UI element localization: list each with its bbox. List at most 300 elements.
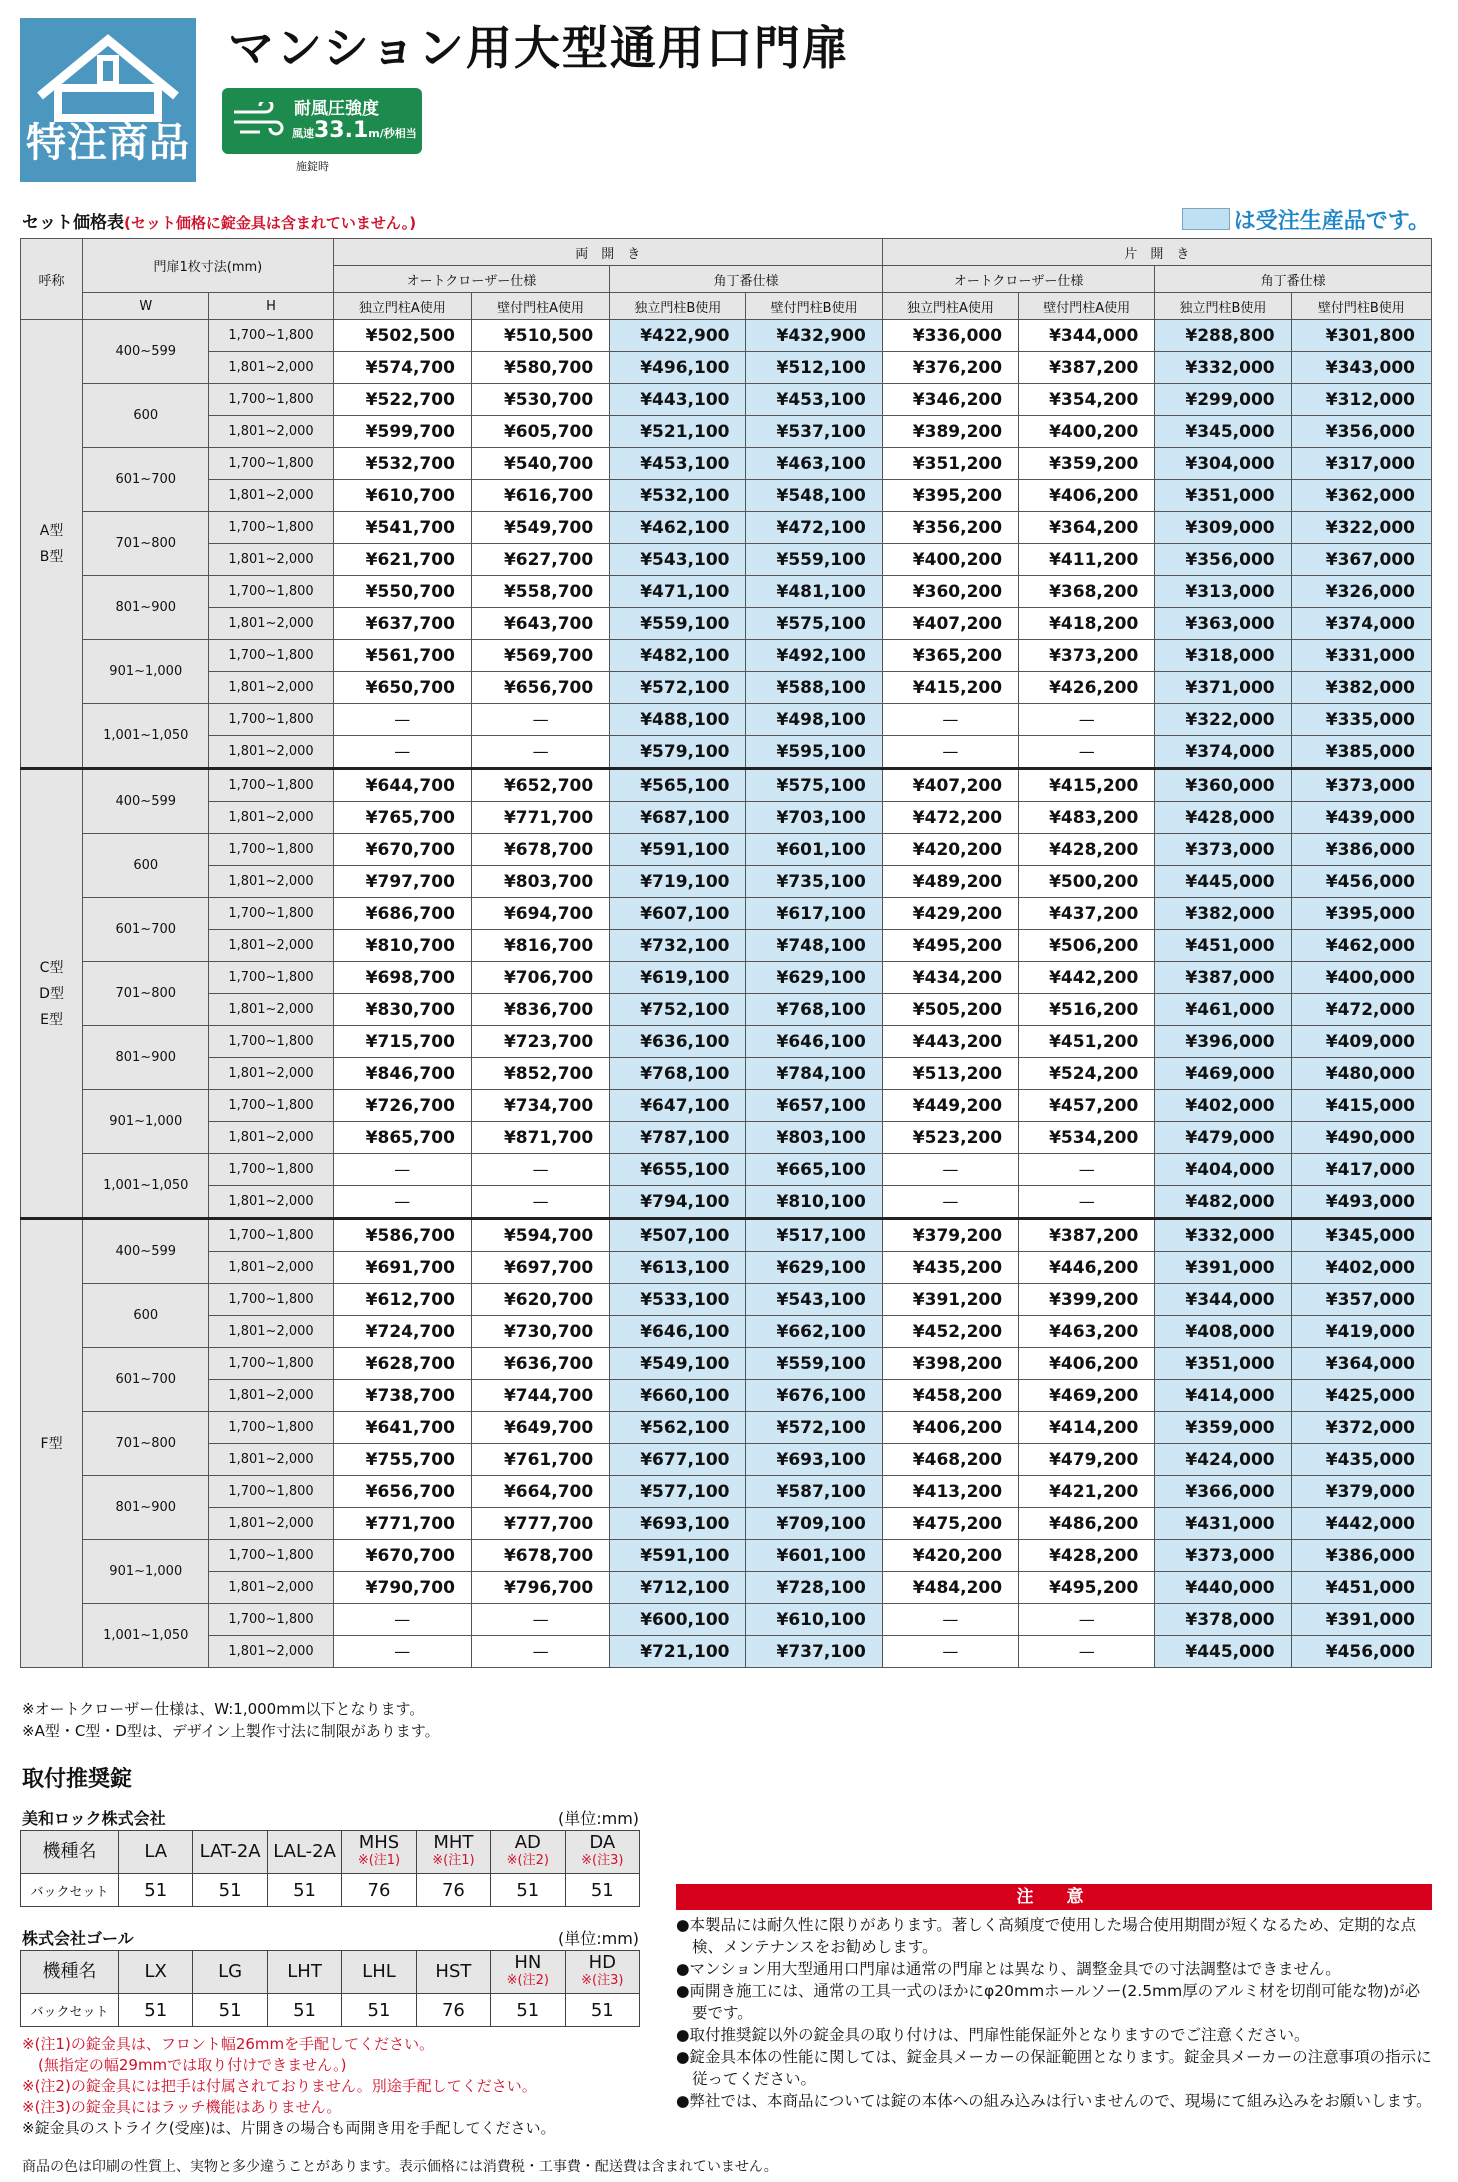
price-cell: ¥411,200 (1019, 544, 1155, 576)
height-range: 1,700~1,800 (209, 384, 333, 416)
price-cell: ¥356,000 (1155, 544, 1291, 576)
price-cell: ¥712,100 (610, 1572, 746, 1604)
wind-strength-badge (222, 88, 422, 154)
legend: は受注生産品です。 (1182, 204, 1430, 235)
price-cell: ¥629,100 (746, 962, 882, 994)
price-cell: ¥794,100 (610, 1186, 746, 1219)
price-cell: — (333, 736, 471, 769)
price-cell: ¥572,100 (746, 1412, 882, 1444)
width-range: 400~599 (83, 1219, 209, 1284)
price-row (21, 1154, 1432, 1186)
price-cell: ¥359,200 (1019, 448, 1155, 480)
lock-backset-value: 51 (267, 1994, 341, 2027)
price-cell: ¥469,000 (1155, 1058, 1291, 1090)
price-cell: ¥419,000 (1291, 1316, 1431, 1348)
miwa-company: 美和ロック株式会社 (22, 1809, 166, 1828)
price-cell: ¥656,700 (333, 1476, 471, 1508)
price-cell: ¥400,200 (1019, 416, 1155, 448)
price-row (21, 1284, 1432, 1316)
height-range: 1,700~1,800 (209, 512, 333, 544)
price-cell: ¥830,700 (333, 994, 471, 1026)
miwa-lock-table (20, 1830, 640, 1907)
price-cell: ¥765,700 (333, 802, 471, 834)
wind-value: 風速33.1m/秒相当 (292, 118, 417, 143)
height-range: 1,700~1,800 (209, 1476, 333, 1508)
price-cell: ¥559,100 (746, 544, 882, 576)
height-range: 1,700~1,800 (209, 769, 333, 802)
price-cell: ¥374,000 (1291, 608, 1431, 640)
price-cell: ¥449,200 (882, 1090, 1018, 1122)
price-cell: ¥472,200 (882, 802, 1018, 834)
price-cell: ¥495,200 (882, 930, 1018, 962)
price-row (21, 1636, 1432, 1668)
price-cell: — (471, 1186, 609, 1219)
header-size: 門扉1枚寸法(mm) (83, 239, 334, 293)
price-cell: ¥719,100 (610, 866, 746, 898)
height-range: 1,700~1,800 (209, 1154, 333, 1186)
price-cell: ¥313,000 (1155, 576, 1291, 608)
price-cell: ¥435,200 (882, 1252, 1018, 1284)
price-cell: — (882, 1186, 1018, 1219)
price-cell: — (882, 736, 1018, 769)
price-cell: ¥646,100 (746, 1026, 882, 1058)
lock-backset-value: 51 (491, 1874, 565, 1907)
height-range: 1,801~2,000 (209, 1058, 333, 1090)
price-cell: ¥652,700 (471, 769, 609, 802)
price-cell: ¥332,000 (1155, 352, 1291, 384)
price-cell: ¥386,000 (1291, 1540, 1431, 1572)
price-table (20, 238, 1432, 1668)
price-row (21, 1572, 1432, 1604)
price-cell: ¥530,700 (471, 384, 609, 416)
price-cell: ¥360,200 (882, 576, 1018, 608)
price-cell: ¥493,000 (1291, 1186, 1431, 1219)
price-row (21, 736, 1432, 769)
price-cell: ¥587,100 (746, 1476, 882, 1508)
price-cell: ¥524,200 (1019, 1058, 1155, 1090)
price-cell: ¥351,000 (1155, 1348, 1291, 1380)
page-title: マンション用大型通用口門扉 (228, 21, 850, 75)
price-cell: — (882, 704, 1018, 736)
price-cell: ¥345,000 (1291, 1219, 1431, 1252)
price-cell: ¥483,200 (1019, 802, 1155, 834)
price-cell: ¥641,700 (333, 1412, 471, 1444)
price-cell: ¥366,000 (1155, 1476, 1291, 1508)
price-cell: ¥735,100 (746, 866, 882, 898)
width-range: 400~599 (83, 320, 209, 384)
price-cell: ¥621,700 (333, 544, 471, 576)
price-cell: ¥357,000 (1291, 1284, 1431, 1316)
price-cell: ¥472,000 (1291, 994, 1431, 1026)
price-cell: ¥697,700 (471, 1252, 609, 1284)
price-cell: ¥440,000 (1155, 1572, 1291, 1604)
price-cell: ¥396,000 (1155, 1026, 1291, 1058)
price-cell: ¥451,000 (1291, 1572, 1431, 1604)
price-cell: ¥660,100 (610, 1380, 746, 1412)
price-cell: ¥434,200 (882, 962, 1018, 994)
header-closer: オートクローザー仕様 (882, 266, 1155, 293)
price-cell: ¥351,200 (882, 448, 1018, 480)
height-range: 1,700~1,800 (209, 576, 333, 608)
price-cell: — (882, 1604, 1018, 1636)
price-cell: ¥691,700 (333, 1252, 471, 1284)
price-cell: ¥565,100 (610, 769, 746, 802)
width-range: 701~800 (83, 512, 209, 576)
price-cell: ¥657,100 (746, 1090, 882, 1122)
price-row (21, 866, 1432, 898)
height-range: 1,700~1,800 (209, 320, 333, 352)
price-cell: ¥591,100 (610, 834, 746, 866)
price-cell: ¥299,000 (1155, 384, 1291, 416)
price-cell: ¥777,700 (471, 1508, 609, 1540)
price-cell: ¥462,100 (610, 512, 746, 544)
warning-line: ※(注2)の錠金具には把手は付属されておりません。別途手配してください。 (22, 2077, 537, 2095)
price-row (21, 1090, 1432, 1122)
price-cell: ¥644,700 (333, 769, 471, 802)
price-cell: ¥616,700 (471, 480, 609, 512)
height-range: 1,700~1,800 (209, 1604, 333, 1636)
price-cell: ¥810,700 (333, 930, 471, 962)
price-cell: ¥693,100 (746, 1444, 882, 1476)
price-cell: ¥588,100 (746, 672, 882, 704)
price-cell: ¥761,700 (471, 1444, 609, 1476)
price-cell: ¥406,200 (1019, 1348, 1155, 1380)
price-cell: ¥558,700 (471, 576, 609, 608)
price-cell: ¥364,200 (1019, 512, 1155, 544)
lock-model: HD ※(注3) (565, 1951, 639, 1994)
price-cell: — (1019, 736, 1155, 769)
price-cell: ¥586,700 (333, 1219, 471, 1252)
height-range: 1,801~2,000 (209, 1444, 333, 1476)
width-range: 701~800 (83, 1412, 209, 1476)
price-cell: ¥637,700 (333, 608, 471, 640)
price-cell: ¥610,700 (333, 480, 471, 512)
header-col: 壁付門柱B使用 (1291, 293, 1431, 320)
price-cell: ¥425,000 (1291, 1380, 1431, 1412)
width-range: 701~800 (83, 962, 209, 1026)
lock-backset-value: 51 (565, 1994, 639, 2027)
price-cell: ¥724,700 (333, 1316, 471, 1348)
price-cell: ¥472,100 (746, 512, 882, 544)
height-range: 1,801~2,000 (209, 736, 333, 769)
price-cell: ¥446,200 (1019, 1252, 1155, 1284)
price-cell: ¥479,200 (1019, 1444, 1155, 1476)
width-range: 600 (83, 384, 209, 448)
price-cell: ¥512,100 (746, 352, 882, 384)
price-cell: ¥865,700 (333, 1122, 471, 1154)
price-cell: ¥346,200 (882, 384, 1018, 416)
price-cell: — (333, 1604, 471, 1636)
price-cell: ¥452,200 (882, 1316, 1018, 1348)
price-cell: ¥610,100 (746, 1604, 882, 1636)
lock-model: DA ※(注3) (565, 1831, 639, 1874)
price-cell: ¥395,200 (882, 480, 1018, 512)
wind-icon (230, 102, 286, 140)
lock-backset-value: 76 (342, 1874, 416, 1907)
warning-line: ※錠金具のストライク(受座)は、片開きの場合も両開き用を手配してください。 (22, 2119, 556, 2137)
price-cell: ¥561,700 (333, 640, 471, 672)
price-row (21, 1444, 1432, 1476)
price-cell: ¥417,000 (1291, 1154, 1431, 1186)
price-cell: ¥414,000 (1155, 1380, 1291, 1412)
lock-row-label: バックセット (21, 1994, 119, 2027)
lock-row-label: バックセット (21, 1874, 119, 1907)
price-cell: ¥428,000 (1155, 802, 1291, 834)
price-cell: ¥335,000 (1291, 704, 1431, 736)
price-row (21, 1186, 1432, 1219)
price-cell: ¥492,100 (746, 640, 882, 672)
price-cell: ¥415,200 (1019, 769, 1155, 802)
price-cell: ¥693,100 (610, 1508, 746, 1540)
price-cell: ¥533,100 (610, 1284, 746, 1316)
price-cell: ¥505,200 (882, 994, 1018, 1026)
price-row (21, 1380, 1432, 1412)
price-cell: — (333, 1154, 471, 1186)
price-cell: ¥715,700 (333, 1026, 471, 1058)
price-cell: ¥537,100 (746, 416, 882, 448)
height-range: 1,801~2,000 (209, 1508, 333, 1540)
lock-head: 機種名 (21, 1951, 119, 1994)
miwa-unit: (単位:mm) (558, 1809, 640, 1828)
header-closer: オートクローザー仕様 (333, 266, 610, 293)
height-range: 1,801~2,000 (209, 544, 333, 576)
price-cell: ¥442,200 (1019, 962, 1155, 994)
price-row (21, 1604, 1432, 1636)
price-cell: ¥301,800 (1291, 320, 1431, 352)
section-title: セット価格表(セット価格に錠金具は含まれていません。) (22, 213, 417, 233)
warning-line: ※(注3)の錠金具にはラッチ機能はありません。 (22, 2098, 342, 2116)
caution-item: ●両開き施工には、通常の工具一式のほかにφ20mmホールソー(2.5mm厚のアルミ材を切削可能な物)が必要です。 (676, 1982, 1421, 2022)
price-cell: ¥510,500 (471, 320, 609, 352)
price-cell: ¥768,100 (610, 1058, 746, 1090)
price-cell: ¥344,000 (1155, 1284, 1291, 1316)
price-cell: ¥354,200 (1019, 384, 1155, 416)
price-cell: ¥445,000 (1155, 866, 1291, 898)
height-range: 1,700~1,800 (209, 834, 333, 866)
price-cell: — (1019, 1604, 1155, 1636)
price-cell: ¥428,200 (1019, 834, 1155, 866)
height-range: 1,801~2,000 (209, 352, 333, 384)
lock-model: MHS ※(注1) (342, 1831, 416, 1874)
price-cell: ¥359,000 (1155, 1412, 1291, 1444)
height-range: 1,700~1,800 (209, 448, 333, 480)
price-cell: ¥362,000 (1291, 480, 1431, 512)
price-cell: ¥402,000 (1291, 1252, 1431, 1284)
header-col: 壁付門柱A使用 (471, 293, 609, 320)
price-cell: ¥836,700 (471, 994, 609, 1026)
height-range: 1,801~2,000 (209, 994, 333, 1026)
price-cell: — (333, 704, 471, 736)
price-row (21, 1122, 1432, 1154)
header-w: W (83, 293, 209, 320)
price-cell: ¥803,700 (471, 866, 609, 898)
price-cell: ¥522,700 (333, 384, 471, 416)
price-cell: ¥451,200 (1019, 1026, 1155, 1058)
price-cell: ¥490,000 (1291, 1122, 1431, 1154)
price-row (21, 994, 1432, 1026)
price-cell: ¥480,000 (1291, 1058, 1431, 1090)
price-cell: ¥439,000 (1291, 802, 1431, 834)
width-range: 600 (83, 834, 209, 898)
lock-model: MHT ※(注1) (416, 1831, 490, 1874)
price-cell: ¥418,200 (1019, 608, 1155, 640)
price-cell: ¥803,100 (746, 1122, 882, 1154)
price-cell: ¥386,000 (1291, 834, 1431, 866)
lock-backset-value: 51 (193, 1874, 267, 1907)
price-cell: ¥721,100 (610, 1636, 746, 1668)
price-cell: ¥810,100 (746, 1186, 882, 1219)
price-cell: ¥437,200 (1019, 898, 1155, 930)
special-order-badge (20, 18, 196, 182)
width-range: 601~700 (83, 898, 209, 962)
price-cell: ¥435,000 (1291, 1444, 1431, 1476)
header-kakucho: 角丁番仕様 (1155, 266, 1432, 293)
price-cell: ¥482,100 (610, 640, 746, 672)
price-cell: ¥413,200 (882, 1476, 1018, 1508)
price-row (21, 930, 1432, 962)
price-row (21, 1508, 1432, 1540)
price-row (21, 512, 1432, 544)
header-col: 独立門柱B使用 (1155, 293, 1291, 320)
price-cell: ¥391,000 (1291, 1604, 1431, 1636)
price-cell: ¥482,000 (1155, 1186, 1291, 1219)
price-cell: ¥356,200 (882, 512, 1018, 544)
price-cell: ¥469,200 (1019, 1380, 1155, 1412)
price-cell: ¥387,200 (1019, 352, 1155, 384)
price-cell: ¥387,200 (1019, 1219, 1155, 1252)
lock-model: LHL (342, 1951, 416, 1994)
price-cell: ¥451,000 (1155, 930, 1291, 962)
footer-note: 商品の色は印刷の性質上、実物と多少違うことがあります。表示価格には消費税・工事費・配送費は含まれていません。 (22, 2159, 778, 2175)
caution-item: ●錠金具本体の性能に関しては、錠金具メーカーの保証範囲となります。錠金具メーカーの注意事項の指示に従ってください。 (676, 2048, 1432, 2088)
price-cell: — (1019, 1636, 1155, 1668)
note-line: ※オートクローザー仕様は、W:1,000mm以下となります。 (22, 1700, 425, 1718)
price-cell: — (333, 1186, 471, 1219)
price-cell: ¥400,000 (1291, 962, 1431, 994)
price-cell: ¥595,100 (746, 736, 882, 769)
price-cell: ¥559,100 (610, 608, 746, 640)
price-row (21, 802, 1432, 834)
price-cell: ¥580,700 (471, 352, 609, 384)
price-cell: ¥428,200 (1019, 1540, 1155, 1572)
lock-backset-value: 51 (267, 1874, 341, 1907)
height-range: 1,801~2,000 (209, 1316, 333, 1348)
wind-note: 施錠時 (296, 160, 329, 173)
price-cell: ¥431,000 (1155, 1508, 1291, 1540)
lock-head: 機種名 (21, 1831, 119, 1874)
height-range: 1,801~2,000 (209, 480, 333, 512)
width-range: 901~1,000 (83, 1090, 209, 1154)
price-cell: ¥572,100 (610, 672, 746, 704)
price-cell: ¥407,200 (882, 608, 1018, 640)
price-cell: ¥331,000 (1291, 640, 1431, 672)
price-cell: ¥612,700 (333, 1284, 471, 1316)
price-cell: ¥636,100 (610, 1026, 746, 1058)
price-cell: ¥322,000 (1291, 512, 1431, 544)
price-cell: ¥647,100 (610, 1090, 746, 1122)
price-cell: ¥600,100 (610, 1604, 746, 1636)
price-cell: ¥373,000 (1155, 834, 1291, 866)
price-row (21, 769, 1432, 802)
price-cell: ¥506,200 (1019, 930, 1155, 962)
width-range: 1,001~1,050 (83, 704, 209, 769)
price-cell: ¥620,700 (471, 1284, 609, 1316)
price-cell: ¥816,700 (471, 930, 609, 962)
lock-model: LHT (267, 1951, 341, 1994)
price-cell: ¥709,100 (746, 1508, 882, 1540)
price-row (21, 1348, 1432, 1380)
price-cell: ¥463,200 (1019, 1316, 1155, 1348)
lock-section-title: 取付推奨錠 (22, 1767, 133, 1792)
price-cell: ¥500,200 (1019, 866, 1155, 898)
price-cell: ¥755,700 (333, 1444, 471, 1476)
price-cell: ¥409,000 (1291, 1026, 1431, 1058)
price-cell: ¥404,000 (1155, 1154, 1291, 1186)
height-range: 1,801~2,000 (209, 1636, 333, 1668)
price-cell: ¥629,100 (746, 1252, 882, 1284)
price-cell: ¥732,100 (610, 930, 746, 962)
price-cell: ¥550,700 (333, 576, 471, 608)
height-range: 1,801~2,000 (209, 1252, 333, 1284)
lock-backset-value: 76 (416, 1874, 490, 1907)
price-cell: ¥797,700 (333, 866, 471, 898)
price-cell: ¥694,700 (471, 898, 609, 930)
price-row (21, 672, 1432, 704)
warning-line: ※(注1)の錠金具は、フロント幅26mmを手配してください。 (22, 2035, 435, 2053)
wind-title: 耐風圧強度 (294, 99, 379, 119)
price-cell: ¥534,200 (1019, 1122, 1155, 1154)
price-cell: ¥356,000 (1291, 416, 1431, 448)
price-cell: ¥532,700 (333, 448, 471, 480)
price-cell: ¥627,700 (471, 544, 609, 576)
price-cell: ¥360,000 (1155, 769, 1291, 802)
price-cell: ¥643,700 (471, 608, 609, 640)
price-cell: ¥371,000 (1155, 672, 1291, 704)
price-cell: ¥443,200 (882, 1026, 1018, 1058)
price-cell: ¥601,100 (746, 834, 882, 866)
price-cell: ¥574,700 (333, 352, 471, 384)
price-cell: ¥734,700 (471, 1090, 609, 1122)
price-cell: ¥656,700 (471, 672, 609, 704)
price-row (21, 448, 1432, 480)
price-cell: ¥382,000 (1291, 672, 1431, 704)
price-cell: ¥562,100 (610, 1412, 746, 1444)
type-name: F型 (21, 1219, 83, 1668)
goal-lock-table (20, 1950, 640, 2027)
price-cell: ¥422,900 (610, 320, 746, 352)
price-row (21, 480, 1432, 512)
height-range: 1,801~2,000 (209, 416, 333, 448)
price-cell: ¥398,200 (882, 1348, 1018, 1380)
price-cell: ¥378,000 (1155, 1604, 1291, 1636)
price-cell: ¥408,000 (1155, 1316, 1291, 1348)
height-range: 1,700~1,800 (209, 1219, 333, 1252)
price-cell: ¥391,200 (882, 1284, 1018, 1316)
width-range: 901~1,000 (83, 1540, 209, 1604)
width-range: 601~700 (83, 448, 209, 512)
height-range: 1,801~2,000 (209, 1572, 333, 1604)
price-cell: ¥662,100 (746, 1316, 882, 1348)
price-row (21, 544, 1432, 576)
width-range: 801~900 (83, 576, 209, 640)
price-cell: ¥406,200 (882, 1412, 1018, 1444)
price-cell: ¥796,700 (471, 1572, 609, 1604)
price-cell: ¥385,000 (1291, 736, 1431, 769)
price-row (21, 1316, 1432, 1348)
height-range: 1,700~1,800 (209, 1090, 333, 1122)
lock-model: HN ※(注2) (491, 1951, 565, 1994)
price-cell: ¥771,700 (333, 1508, 471, 1540)
